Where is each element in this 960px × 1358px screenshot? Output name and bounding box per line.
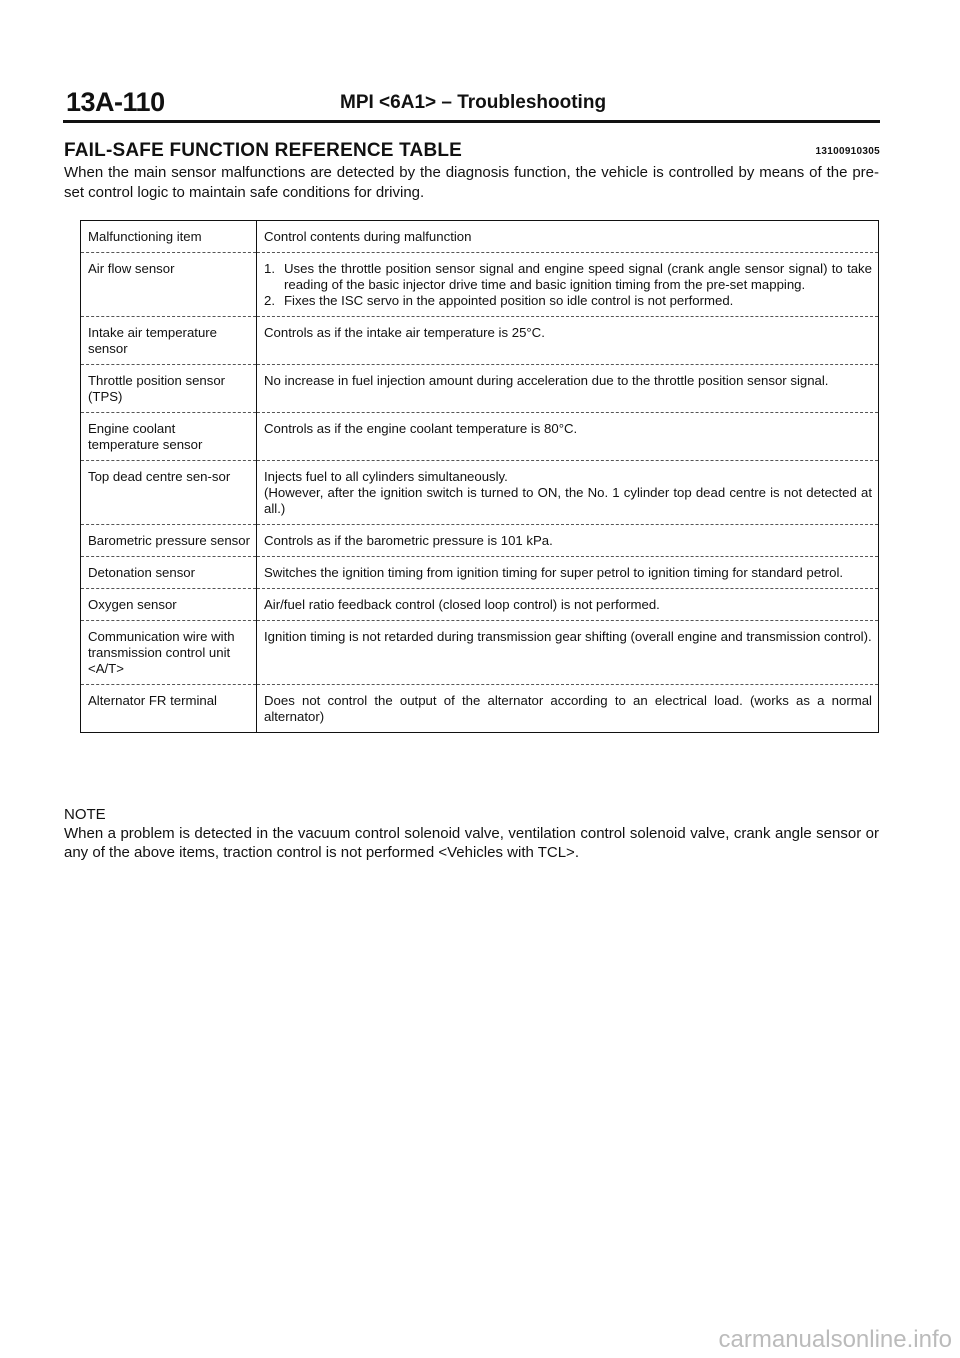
control-contents: Controls as if the barometric pressure is 101 kPa. <box>257 525 879 557</box>
control-contents: Injects fuel to all cylinders simultaneously. (However, after the ignition switch is turned to ON, the No. 1 cylinder top dead centre is not detected at all.) <box>257 461 879 525</box>
malfunction-item: Throttle position sensor (TPS) <box>81 365 257 413</box>
malfunction-item: Detonation sensor <box>81 557 257 589</box>
note-block <box>64 805 879 862</box>
control-contents: Controls as if the intake air temperature is 25°C. <box>257 317 879 365</box>
control-contents: No increase in fuel injection amount during acceleration due to the throttle position sensor signal. <box>257 365 879 413</box>
table-row <box>81 253 879 317</box>
malfunction-item: Oxygen sensor <box>81 589 257 621</box>
malfunction-item: Top dead centre sen-sor <box>81 461 257 525</box>
table-row <box>81 365 879 413</box>
section-code: 13100910305 <box>815 146 880 157</box>
table-row <box>81 525 879 557</box>
page-header <box>63 84 880 123</box>
table-row <box>81 557 879 589</box>
malfunction-item: Alternator FR terminal <box>81 685 257 733</box>
control-contents: Ignition timing is not retarded during transmission gear shifting (overall engine and transmission control). <box>257 621 879 685</box>
table-row <box>81 685 879 733</box>
header-title: MPI <6A1> – Troubleshooting <box>340 92 607 113</box>
control-contents: Air/fuel ratio feedback control (closed loop control) is not performed. <box>257 589 879 621</box>
malfunction-item: Intake air temperature sensor <box>81 317 257 365</box>
list-number: 2. <box>264 293 275 308</box>
list-number: 1. <box>264 261 275 276</box>
table-row <box>81 413 879 461</box>
list-text: Uses the throttle position sensor signal and engine speed signal (crank angle sensor signal) to take reading of the basic injector drive time and basic ignition timing from the pre-set mapping. <box>284 261 872 292</box>
table-row <box>81 461 879 525</box>
malfunction-item: Communication wire with transmission control unit <A/T> <box>81 621 257 685</box>
control-contents: Switches the ignition timing from ignition timing for super petrol to ignition timing for standard petrol. <box>257 557 879 589</box>
fail-safe-table <box>80 220 879 733</box>
section-title: FAIL-SAFE FUNCTION REFERENCE TABLE <box>64 140 463 161</box>
page-number: 13A-110 <box>66 87 165 117</box>
column-header-item: Malfunctioning item <box>81 221 257 253</box>
note-label: NOTE <box>64 806 106 823</box>
column-header-control: Control contents during malfunction <box>264 229 472 244</box>
malfunction-item: Engine coolant temperature sensor <box>81 413 257 461</box>
list-line <box>264 261 872 293</box>
table-row <box>81 589 879 621</box>
control-contents <box>257 253 879 317</box>
list-line <box>264 293 872 309</box>
watermark: carmanualsonline.info <box>718 1326 952 1353</box>
malfunction-item: Barometric pressure sensor <box>81 525 257 557</box>
malfunction-item: Air flow sensor <box>81 253 257 317</box>
list-text: Fixes the ISC servo in the appointed position so idle control is not performed. <box>284 293 734 308</box>
table-header-row <box>81 221 879 253</box>
table-row <box>81 317 879 365</box>
intro-paragraph: When the main sensor malfunctions are detected by the diagnosis function, the vehicle is controlled by means of the pre-set control logic to maintain safe conditions for driving. <box>64 164 879 201</box>
control-contents: Controls as if the engine coolant temperature is 80°C. <box>257 413 879 461</box>
control-contents: Does not control the output of the alternator according to an electrical load. (works as a normal alternator) <box>257 685 879 733</box>
note-text: When a problem is detected in the vacuum control solenoid valve, ventilation control solenoid valve, crank angle sensor or any of the above items, traction control is not performed <Vehicles with TCL>. <box>64 825 879 861</box>
table-row <box>81 621 879 685</box>
